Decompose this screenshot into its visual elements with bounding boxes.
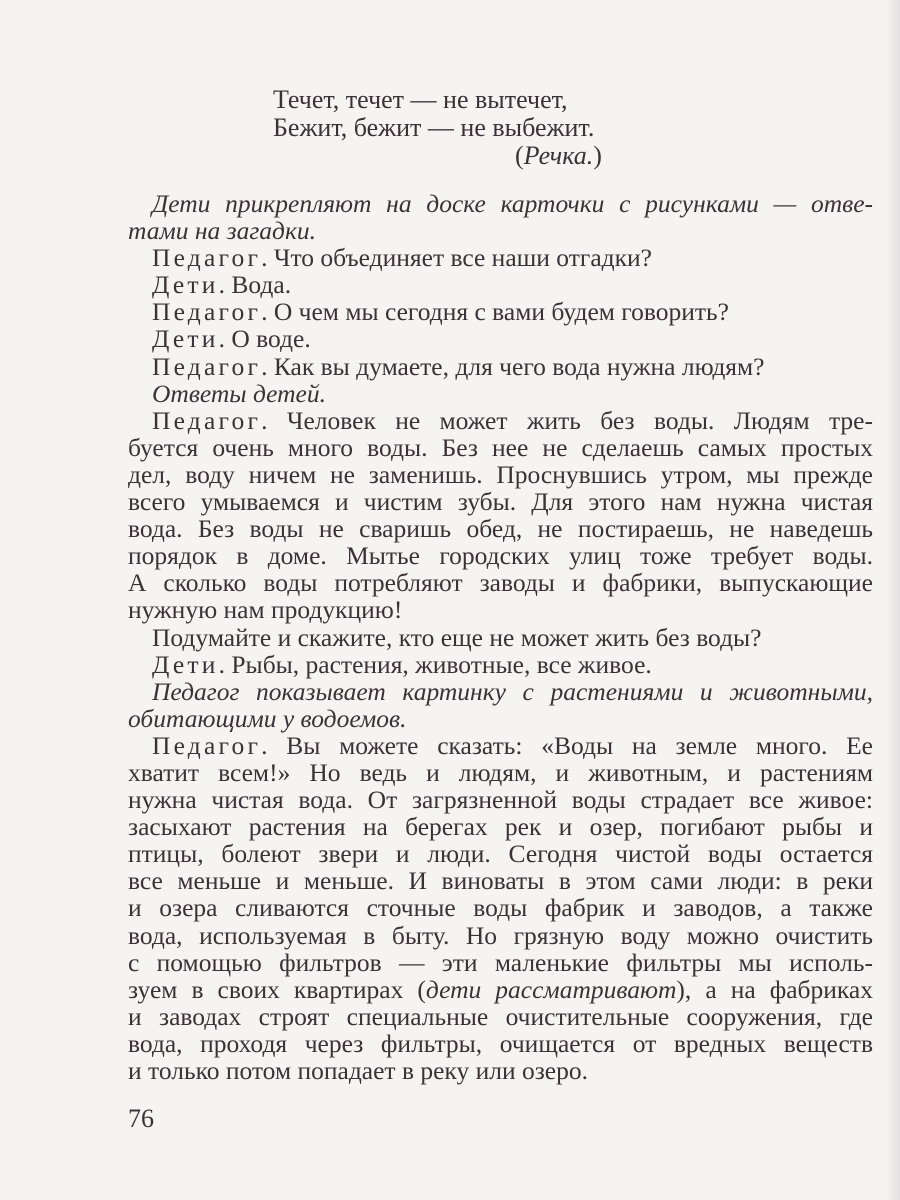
text-line	[128, 678, 873, 705]
line-text: с помощью фильтров — эти маленькие фильтры мы исполь-	[128, 947, 873, 977]
speaker-name: Педагог	[152, 405, 262, 435]
text-line	[128, 624, 873, 651]
paragraph	[128, 271, 873, 298]
riddle-poem	[273, 86, 594, 141]
text-line	[128, 325, 873, 352]
line-text: . Человек не может жить без воды. Людям тре-	[261, 405, 873, 435]
text-line	[128, 298, 873, 325]
text-line	[128, 867, 873, 894]
stage-direction: обитающими у водоемов.	[128, 703, 407, 733]
line-text: . Вода.	[218, 270, 292, 300]
paren-close: )	[593, 141, 602, 170]
text-line	[128, 976, 873, 1003]
line-text: . Что объединяет все наши отгадки?	[261, 243, 652, 273]
text-line	[128, 949, 873, 976]
line-text: . Вы можете сказать: «Воды на земле много. Ее	[261, 730, 873, 760]
text-line	[128, 542, 873, 569]
text-line	[128, 1057, 873, 1084]
stage-direction: Ответы детей.	[152, 378, 326, 408]
line-text: . Рыбы, растения, животные, все живое.	[218, 649, 652, 679]
paren-open: (	[515, 141, 524, 170]
line-text: А сколько воды потребляют заводы и фабрики, выпускающие	[128, 568, 873, 598]
text-line	[128, 461, 873, 488]
speaker-name: Педагог	[152, 730, 262, 760]
speaker-name: Педагог	[152, 243, 262, 273]
text-line	[128, 217, 873, 244]
paragraph	[128, 407, 873, 624]
text-line	[128, 596, 873, 623]
stage-direction: Дети прикрепляют на доске карточки с рисунками — отве-	[152, 189, 873, 218]
text-line	[128, 488, 873, 515]
line-text: нужна чистая вода. От загрязненной воды страдает все живое:	[128, 785, 873, 815]
line-text: хватит всем!» Но ведь и людям, и животным, и растениям	[128, 757, 873, 787]
paragraph	[128, 624, 873, 651]
page-edge-shadow	[886, 0, 900, 1200]
line-text: и озера сливаются сточные воды фабрик и заводов, а также	[128, 893, 873, 923]
text-line	[128, 813, 873, 840]
line-text: засыхают растения на берегах рек и озер, погибают рыбы и	[128, 812, 873, 842]
line-text: птицы, болеют звери и люди. Сегодня чистой воды остается	[128, 839, 873, 869]
line-text: и заводах строят специальные очистительные сооружения, где	[128, 1001, 873, 1031]
line-text: буется очень много воды. Без нее не сделаешь самых простых	[128, 432, 873, 462]
speaker-name: Дети	[152, 324, 219, 354]
text-line	[128, 651, 873, 678]
speaker-name: Дети	[152, 649, 219, 679]
text-line	[128, 786, 873, 813]
paragraph	[128, 325, 873, 352]
text-line	[128, 732, 873, 759]
paragraph	[128, 380, 873, 407]
text-line	[128, 569, 873, 596]
line-text: . Как вы думаете, для чего вода нужна людям?	[261, 351, 765, 381]
line-text: нужную нам продукцию!	[128, 595, 403, 625]
text-line	[128, 1003, 873, 1030]
speaker-name: Дети	[152, 270, 219, 300]
line-text: порядок в доме. Мытье городских улиц тоже требует воды.	[128, 541, 873, 571]
text-line	[128, 434, 873, 461]
text-line	[128, 380, 873, 407]
paragraph	[128, 732, 873, 1084]
text-line	[128, 1030, 873, 1057]
text-line	[128, 922, 873, 949]
poem-line: Течет, течет — не вытечет,	[273, 85, 568, 114]
line-text: дел, воду ничем не заменишь. Проснувшись утром, мы прежде	[128, 459, 873, 489]
text-line	[128, 353, 873, 380]
text-line	[128, 271, 873, 298]
line-text: всего умываемся и чистим зубы. Для этого нам нужна чистая	[128, 487, 873, 517]
line-text: ), а на фабриках	[676, 974, 873, 1004]
text-line	[128, 190, 873, 217]
text-line	[128, 705, 873, 732]
text-line	[128, 894, 873, 921]
answer-word: Речка.	[523, 141, 594, 170]
text-line	[128, 515, 873, 542]
line-text: Подумайте и скажите, кто еще не может жить без воды?	[152, 622, 762, 652]
speaker-name: Педагог	[152, 297, 262, 327]
text-line	[128, 244, 873, 271]
line-text: все меньше и меньше. И виноваты в этом сами люди: в реки	[128, 866, 873, 896]
line-text: вода, используемая в быту. Но грязную воду можно очистить	[128, 920, 873, 950]
line-text: и только потом попадает в реку или озеро.	[128, 1056, 588, 1085]
line-text: зуем в своих квартирах (	[128, 974, 426, 1004]
stage-direction: тами на загадки.	[128, 216, 317, 246]
paragraph	[128, 190, 873, 244]
speaker-name: Педагог	[152, 351, 262, 381]
paragraph	[128, 244, 873, 271]
line-text: вода. Без воды не сваришь обед, не постираешь, не наведешь	[128, 514, 873, 544]
text-line	[128, 407, 873, 434]
stage-direction: дети рассматривают	[425, 974, 677, 1004]
page-number: 76	[128, 1104, 154, 1133]
line-text: . О чем мы сегодня с вами будем говорить?	[261, 297, 729, 327]
paragraph	[128, 298, 873, 325]
paragraph	[128, 651, 873, 678]
text-line	[128, 840, 873, 867]
text-line	[128, 759, 873, 786]
paragraph	[128, 678, 873, 732]
stage-direction: Педагог показывает картинку с растениями и животными,	[152, 676, 873, 706]
body-text	[128, 190, 873, 1084]
riddle-answer	[515, 141, 602, 171]
line-text: . О воде.	[218, 324, 311, 354]
paragraph	[128, 353, 873, 380]
poem-line: Бежит, бежит — не выбежит.	[273, 112, 595, 142]
line-text: вода, проходя через фильтры, очищается от вредных веществ	[128, 1028, 873, 1058]
